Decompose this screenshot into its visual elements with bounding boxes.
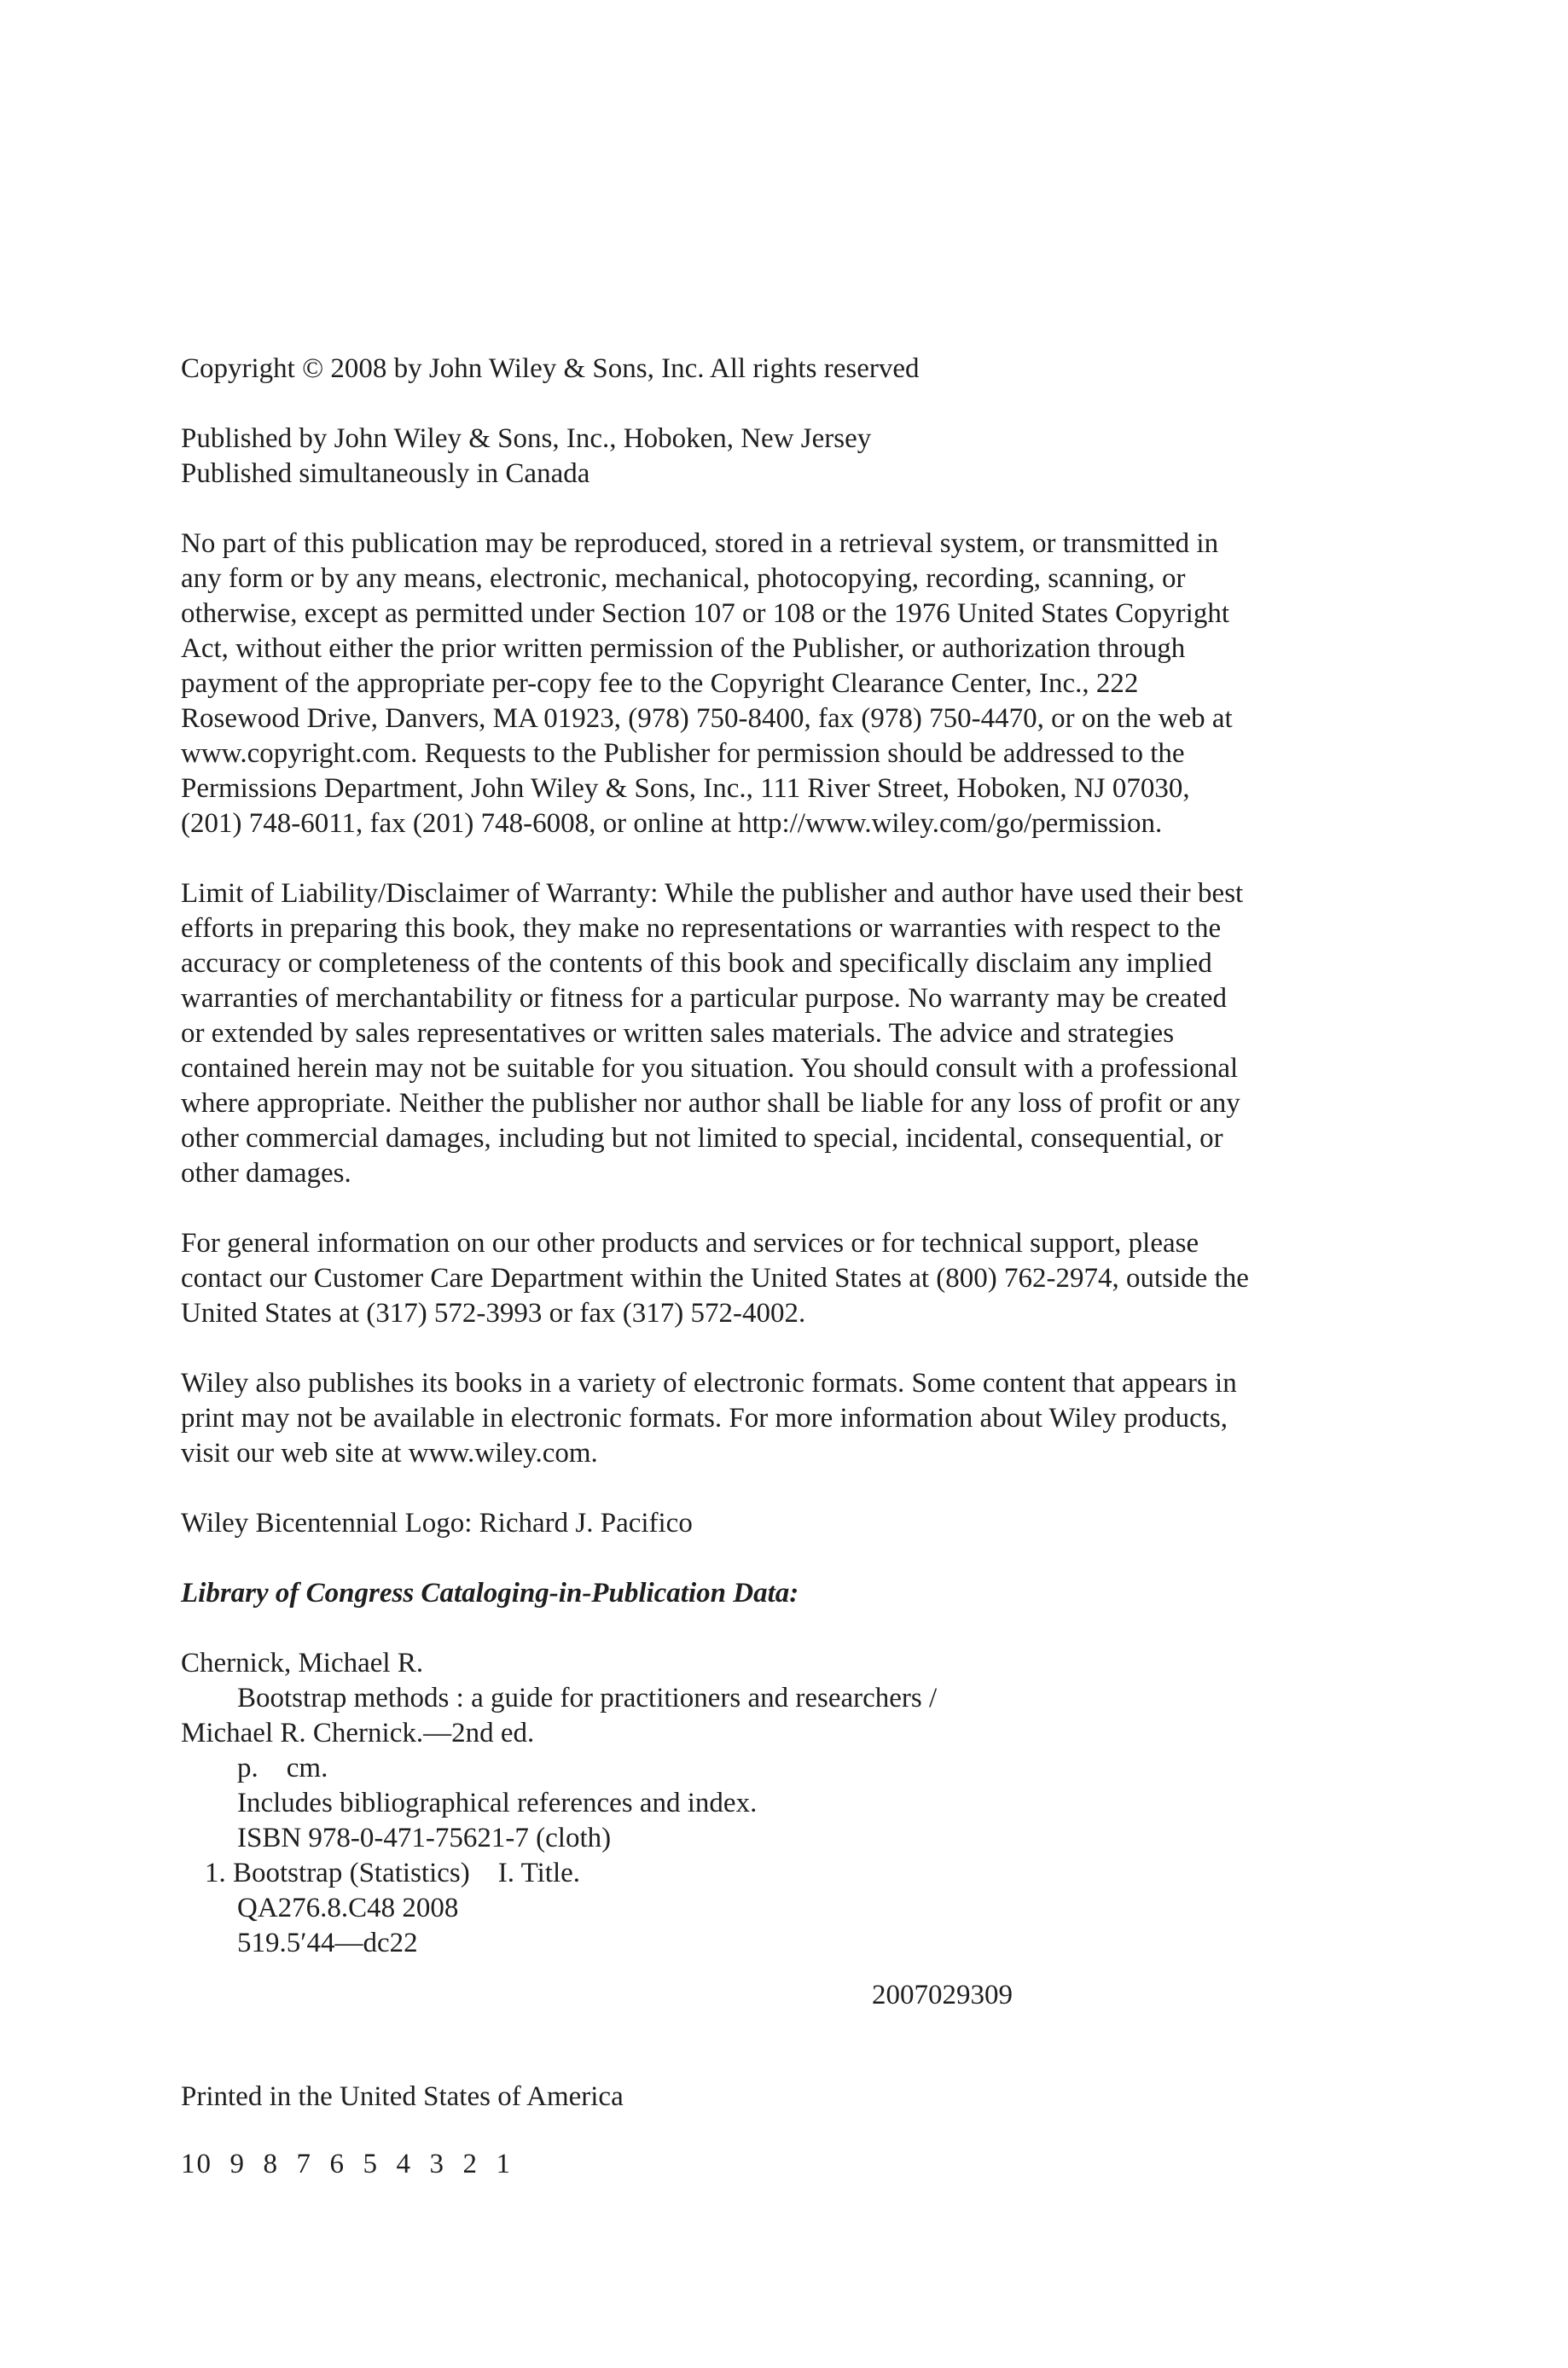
liability-disclaimer — [181, 876, 1392, 1191]
cip-heading: Library of Congress Cataloging-in-Publication Data: — [181, 1578, 799, 1609]
paragraph-line: Permissions Department, John Wiley & Sons, Inc., 111 River Street, Hoboken, NJ 07030, — [181, 773, 1190, 804]
cip-bibliography: Includes bibliographical references and index. — [237, 1788, 758, 1818]
paragraph-line: contact our Customer Care Department within the United States at (800) 762-2974, outside the — [181, 1263, 1249, 1294]
printing-number-line: 10 9 8 7 6 5 4 3 2 1 — [181, 2149, 512, 2179]
cip-isbn: ISBN 978-0-471-75621-7 (cloth) — [237, 1823, 612, 1853]
cip-record — [181, 1646, 1392, 1961]
paragraph-line: other damages. — [181, 1158, 351, 1189]
copyright-notice: Copyright © 2008 by John Wiley & Sons, Inc. All rights reserved — [181, 353, 920, 384]
paragraph-line: For general information on our other products and services or for technical support, please — [181, 1228, 1199, 1259]
paragraph-line: Limit of Liability/Disclaimer of Warranty: While the publisher and author have used their best — [181, 878, 1244, 909]
lccn-container — [181, 1978, 1392, 2013]
paragraph-line: Rosewood Drive, Danvers, MA 01923, (978) 750-8400, fax (978) 750-4470, or on the web at — [181, 703, 1233, 734]
cip-subject: 1. Bootstrap (Statistics) I. Title. — [205, 1858, 581, 1888]
paragraph-line: Act, without either the prior written permission of the Publisher, or authorization through — [181, 633, 1186, 664]
cip-author: Chernick, Michael R. — [181, 1648, 424, 1679]
paragraph-line: accuracy or completeness of the contents of this book and specifically disclaim any implied — [181, 948, 1212, 979]
general-information — [181, 1226, 1392, 1331]
paragraph-line: print may not be available in electronic formats. For more information about Wiley products, — [181, 1403, 1228, 1434]
paragraph-line: visit our web site at www.wiley.com. — [181, 1438, 598, 1469]
paragraph-line: Wiley also publishes its books in a variety of electronic formats. Some content that appears in — [181, 1368, 1237, 1399]
paragraph-line: (201) 748-6011, fax (201) 748-6008, or online at http://www.wiley.com/go/permission. — [181, 808, 1163, 839]
printed-in: Printed in the United States of America — [181, 2081, 624, 2112]
paragraph-line: efforts in preparing this book, they make no representations or warranties with respect to the — [181, 913, 1222, 944]
cip-dewey: 519.5′44—dc22 — [237, 1928, 418, 1958]
paragraph-line: www.copyright.com. Requests to the Publisher for permission should be addressed to the — [181, 738, 1185, 769]
paragraph-line: where appropriate. Neither the publisher nor author shall be liable for any loss of profit or any — [181, 1088, 1240, 1119]
paragraph-line: or extended by sales representatives or written sales materials. The advice and strategies — [181, 1018, 1175, 1049]
paragraph-line: United States at (317) 572-3993 or fax (317) 572-4002. — [181, 1298, 806, 1329]
paragraph-line: warranties of merchantability or fitness for a particular purpose. No warranty may be created — [181, 983, 1227, 1014]
paragraph-line: other commercial damages, including but not limited to special, incidental, consequential, or — [181, 1123, 1223, 1154]
paragraph-line: payment of the appropriate per-copy fee to the Copyright Clearance Center, Inc., 222 — [181, 668, 1139, 699]
electronic-formats-notice — [181, 1366, 1392, 1471]
copyright-page — [181, 352, 1392, 2182]
publisher-line: Published simultaneously in Canada — [181, 458, 590, 489]
cip-pages: p. cm. — [237, 1753, 328, 1783]
publisher-info — [181, 422, 1392, 492]
paragraph-line: otherwise, except as permitted under Section 107 or 108 or the 1976 United States Copyright — [181, 598, 1229, 629]
paragraph-line: any form or by any means, electronic, mechanical, photocopying, recording, scanning, or — [181, 563, 1186, 594]
permissions-paragraph — [181, 527, 1392, 841]
cip-author-edition: Michael R. Chernick.—2nd ed. — [181, 1718, 535, 1748]
publisher-line: Published by John Wiley & Sons, Inc., Hoboken, New Jersey — [181, 423, 872, 454]
logo-credit: Wiley Bicentennial Logo: Richard J. Pacifico — [181, 1508, 693, 1539]
cip-title: Bootstrap methods : a guide for practitioners and researchers / — [237, 1683, 938, 1713]
cip-lccn: 2007029309 — [872, 1980, 1013, 2010]
cip-lc-class: QA276.8.C48 2008 — [237, 1893, 459, 1923]
paragraph-line: contained herein may not be suitable for you situation. You should consult with a professional — [181, 1053, 1239, 1084]
paragraph-line: No part of this publication may be reproduced, stored in a retrieval system, or transmitted in — [181, 528, 1219, 559]
